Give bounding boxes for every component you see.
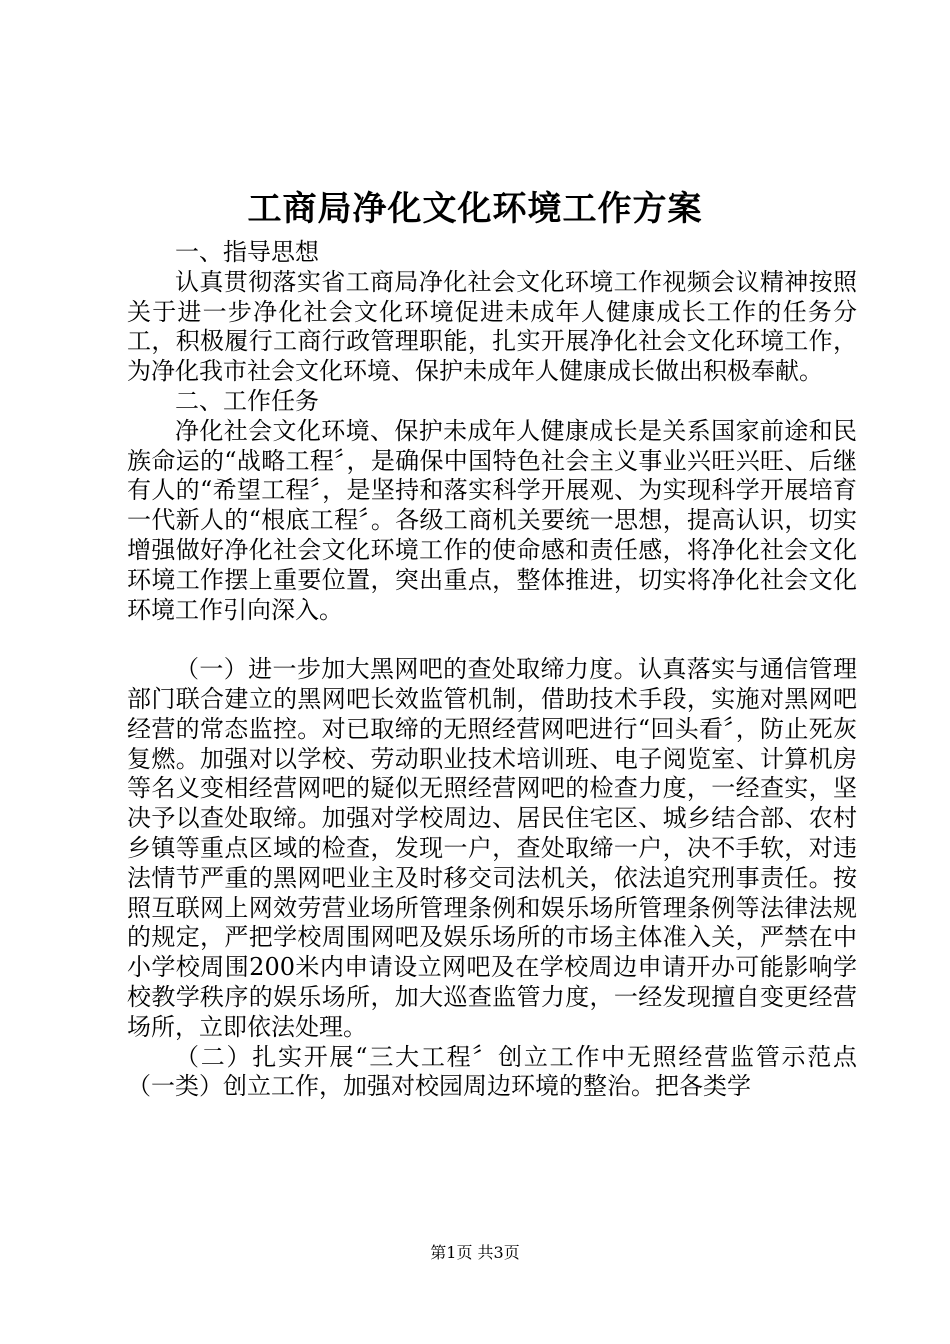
section-heading-guiding-ideology: 一、指导思想 <box>175 238 319 266</box>
document-body <box>127 238 857 1102</box>
page-number-footer: 第1页 共3页 <box>430 1243 520 1262</box>
paragraph-work-tasks-intro: 净化社会文化环境、保护未成年人健康成长是关系国家前途和民族命运的“战略工程〞，是确保中国特色社会主义事业兴旺兴旺、后继有人的“希望工程〞，是坚持和落实科学开展观、为实现科学开展培育一代新人的“根底工程〞。各级工商机关要统一思想，提高认识，切实增强做好净化社会文化环境工作的使命感和责任感，将净化社会文化环境工作摆上重要位置，突出重点，整体推进，切实将净化社会文化环境工作引向深入。 <box>127 416 857 624</box>
section-heading-work-tasks: 二、工作任务 <box>175 386 319 415</box>
paragraph-spacer <box>127 625 857 655</box>
paragraph-task-one: （一）进一步加大黑网吧的查处取缔力度。认真落实与通信管理部门联合建立的黑网吧长效监管机制，借助技术手段，实施对黑网吧经营的常态监控。对已取缔的无照经营网吧进行“回头看〞，防止死灰复燃。加强对以学校、劳动职业技术培训班、电子阅览室、计算机房等名义变相经营网吧的疑似无照经营网吧的检查力度，一经查实，坚决予以查处取缔。加强对学校周边、居民住宅区、城乡结合部、农村乡镇等重点区域的检查，发现一户，查处取缔一户，决不手软，对违法情节严重的黑网吧业主及时移交司法机关，依法追究刑事责任。按照互联网上网效劳营业场所管理条例和娱乐场所管理条例等法律法规的规定，严把学校周围网吧及娱乐场所的市场主体准入关，严禁在中小学校周围200米内申请设立网吧及在学校周边申请开办可能影响学校教学秩序的娱乐场所，加大巡查监管力度，一经发现擅自变更经营场所，立即依法处理。 <box>127 655 857 1041</box>
paragraph-task-two: （二）扎实开展“三大工程〞创立工作中无照经营监管示范点（一类）创立工作，加强对校园周边环境的整治。把各类学 <box>127 1042 857 1101</box>
paragraph-guiding-ideology: 认真贯彻落实省工商局净化社会文化环境工作视频会议精神按照关于进一步净化社会文化环境促进未成年人健康成长工作的任务分工，积极履行工商行政管理职能，扎实开展净化社会文化环境工作，为净化我市社会文化环境、保护未成年人健康成长做出积极奉献。 <box>127 267 857 386</box>
document-title: 工商局净化文化环境工作方案 <box>247 189 703 229</box>
